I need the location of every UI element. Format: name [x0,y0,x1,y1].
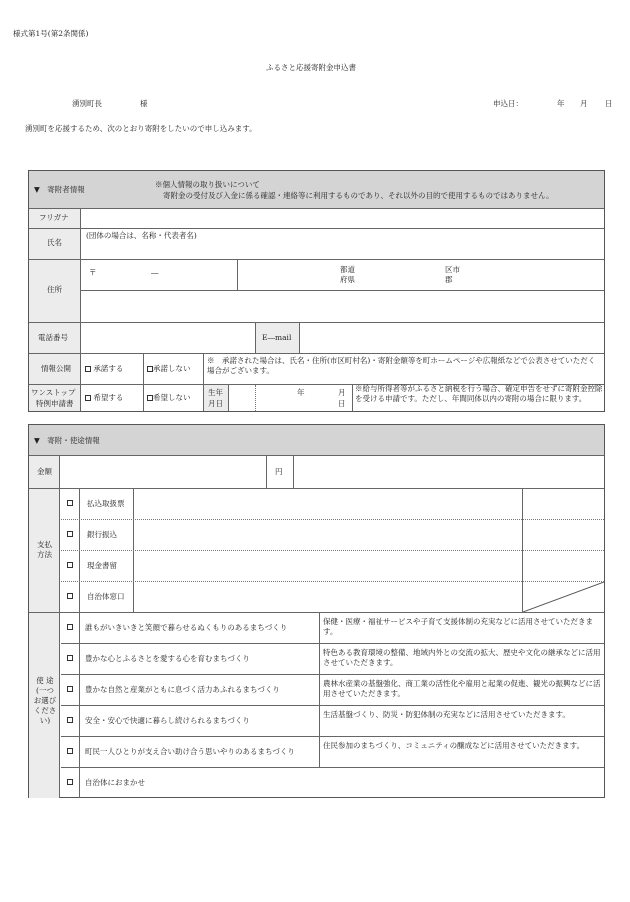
name-field[interactable] [82,229,604,259]
payment-label-2: 方法 [37,550,52,559]
no-consent-option[interactable] [147,364,191,374]
email-field[interactable] [300,323,604,353]
usage-option-checkbox[interactable] [67,686,73,692]
payment-method-checkbox[interactable] [67,562,73,568]
birthdate-label-1: 生年 [208,388,223,397]
section1-title: ▼ 寄附者情報 [34,185,85,194]
usage-label [31,676,59,726]
usage-option-checkbox[interactable] [67,779,73,785]
usage-option-description: 保健・医療・福祉サービスや子育て支援体制の充実などに活用させていただきます。 [323,617,593,636]
privacy-title: ※個人情報の取り扱いについて [155,180,260,189]
usage-label-line-5: い) [39,716,51,725]
no-consent-label: 承諾しない [153,364,191,373]
usage-option-checkbox[interactable] [67,748,73,754]
payment-method-checkbox[interactable] [67,500,73,506]
section2-title: ▼ 寄附・使途情報 [34,436,100,445]
phone-field[interactable] [82,323,255,353]
usage-label-line-1: 使 途 [36,676,54,685]
amount-label: 金額 [37,467,52,476]
address-field[interactable] [82,291,604,322]
usage-option-name: 誰もがいきいきと笑顔で暮らせるぬくもりのあるまちづくり [85,623,288,632]
consent-checkbox[interactable] [85,366,91,372]
date-year: 年 [557,99,565,108]
birthdate-field[interactable] [230,385,352,411]
addressee-honorific: 様 [140,99,148,108]
payment-method-row[interactable] [61,489,522,520]
usage-option-description: 特色ある教育環境の整備、地域内外との交流の拡大、歴史や文化の継承などに活用させていただきます。 [323,648,601,667]
date-label: 申込日： [493,99,523,108]
addressee-name: 湧別町長 [72,99,102,108]
donor-info-section [28,170,605,412]
usage-label-line-4: くださ [33,706,57,715]
form-title: ふるさと応援寄附金申込書 [266,63,356,72]
payment-label-1: 支払 [37,540,52,549]
payment-method-label: 自治体窓口 [87,592,125,601]
payment-method-label: 払込取扱票 [87,499,125,508]
usage-option-name: 自治体におまかせ [85,778,145,787]
payment-method-row[interactable] [61,551,522,582]
usage-option-description: 農林水産業の基盤強化、商工業の活性化や雇用と起業の促進、観光の振興などに活用させていただきます。 [323,679,601,698]
usage-label-line-3: お選び [33,696,57,705]
usage-option-checkbox[interactable] [67,624,73,630]
phone-label: 電話番号 [38,333,68,342]
birth-month-label: 月 [338,388,346,397]
date-month: 月 [580,99,588,108]
privacy-body: 寄附金の受付及び入金に係る確認・連絡等に利用するものであり、それ以外の目的で使用するものではありません。 [163,191,554,200]
name-label: 氏名 [47,238,62,247]
date-day: 日 [605,99,613,108]
usage-option-name: 豊かな自然と産業がともに息づく活力あふれるまちづくり [85,685,280,694]
donation-usage-section [28,424,605,798]
usage-option-name: 町民一人ひとりが支え合い助け合う思いやりのあるまちづくり [85,747,295,756]
usage-option-description: 住民参加のまちづくり、コミュニティの醸成などに活用させていただきます。 [323,741,585,750]
furigana-label: フリガナ [39,213,69,222]
section1-header [29,171,604,209]
payment-method-row[interactable] [61,520,522,551]
usage-option-description: 生活基盤づくり、防災・防犯体制の充実などに活用させていただきます。 [323,710,570,719]
disclosure-label: 情報公開 [41,364,71,373]
usage-option-row[interactable] [61,644,604,674]
onestop-want-option[interactable] [85,393,123,403]
usage-option-checkbox[interactable] [67,655,73,661]
payment-method-checkbox[interactable] [67,593,73,599]
consent-label: 承諾する [93,364,124,373]
yen-label: 円 [275,467,283,476]
usage-option-row[interactable] [61,768,604,798]
amount-field[interactable] [61,457,266,488]
intro-text: 湧別町を応援するため、次のとおり寄附をしたいので申し込みます。 [25,124,257,133]
section2-header [29,425,604,456]
city-label-2: 郡 [445,275,453,284]
disclosure-note: ※ 承諾された場合は、氏名・住所(市区町村名)・寄附金額等を町ホームページや広報紙などで公表させていただく場合がございます。 [207,356,596,375]
email-label: E―mail [262,333,292,342]
onestop-no-want-label: 希望しない [153,393,191,402]
furigana-field[interactable] [82,210,604,228]
usage-option-checkbox[interactable] [67,717,73,723]
usage-option-row[interactable] [61,737,604,767]
usage-option-row[interactable] [61,613,604,643]
usage-option-name: 豊かな心とふるさとを愛する心を育むまちづくり [85,654,250,663]
onestop-want-label: 希望する [93,393,124,402]
postal-code-field[interactable] [82,260,237,290]
onestop-note: ※給与所得者等がふるさと納税を行う場合、確定申告をせずに寄附金控除を受ける申請です。ただし、年間同体以内の寄附の場合に限ります。 [355,384,603,403]
city-label-1: 区市 [445,265,460,274]
usage-label-line-2: (一つ [36,686,54,695]
form-code: 様式第1号(第2条関係) [13,29,89,38]
postal-dash: ― [151,268,159,277]
payment-method-label: 現金書留 [87,561,117,570]
payment-method-row[interactable] [61,582,522,613]
birthdate-label-2: 月日 [208,399,223,408]
birth-day-label: 日 [338,399,346,408]
onestop-label-2: 特例申請書 [36,399,74,408]
onestop-want-checkbox[interactable] [85,395,91,401]
usage-option-name: 安全・安心で快適に暮らし続けられるまちづくり [85,716,250,725]
payment-method-checkbox[interactable] [67,531,73,537]
not-applicable-slash [523,582,604,612]
postal-mark: 〒 [89,268,97,277]
pref-label-1: 都道 [340,265,355,274]
usage-option-row[interactable] [61,706,604,736]
consent-option[interactable] [85,364,123,374]
payment-method-label: 銀行振込 [87,530,117,539]
usage-option-row[interactable] [61,675,604,705]
onestop-label-1: ワンストップ [31,388,76,397]
address-label: 住所 [47,285,62,294]
birth-year-label: 年 [297,388,305,397]
onestop-no-want-option[interactable] [147,393,191,403]
pref-label-2: 府県 [340,275,355,284]
name-note: (団体の場合は、名称・代表者名) [86,231,197,240]
